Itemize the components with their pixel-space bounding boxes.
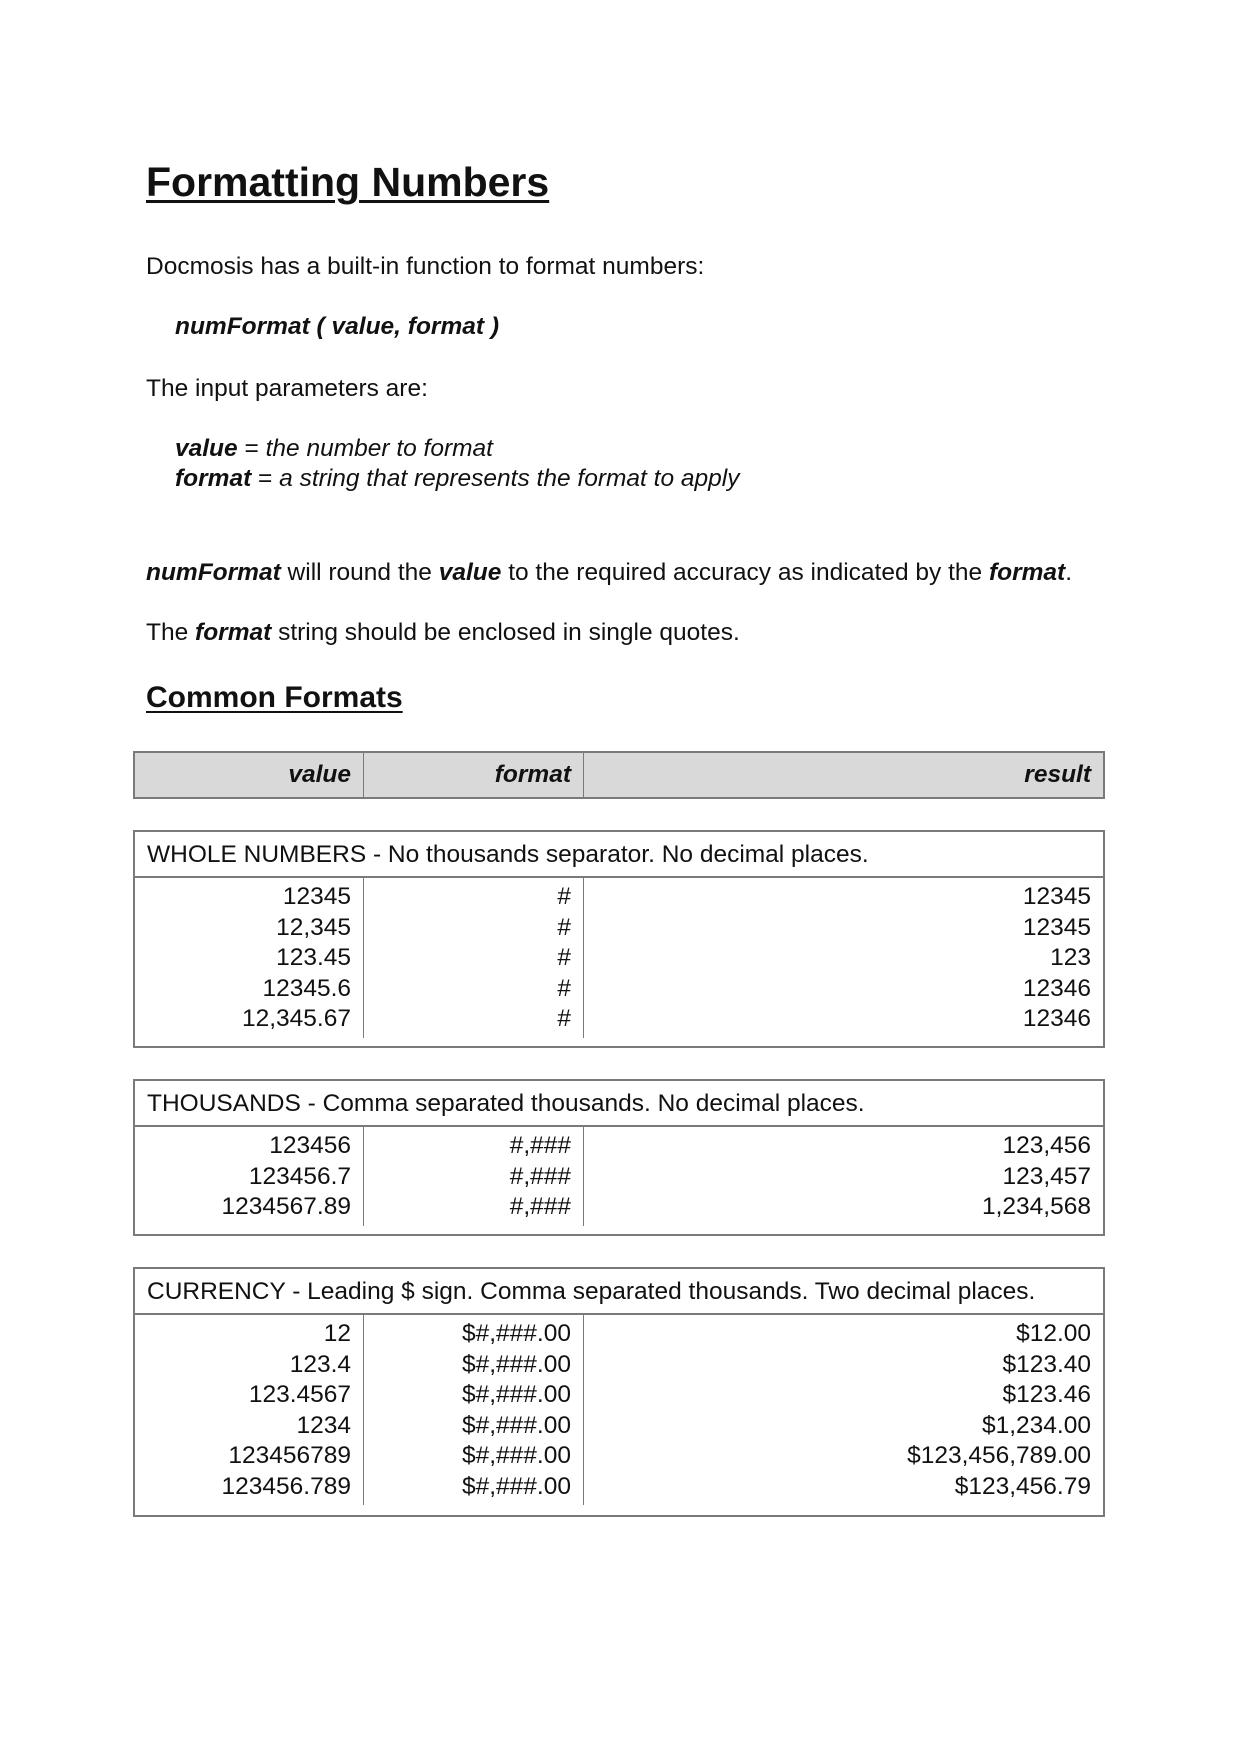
table-cell-value: 1234567.89 bbox=[221, 1193, 351, 1220]
table-cell-result: 123,457 bbox=[1002, 1162, 1091, 1190]
section-body bbox=[135, 1315, 1103, 1505]
table-cell-value: 123456789 bbox=[228, 1442, 351, 1469]
text: The bbox=[146, 619, 196, 646]
table-cell-result: $1,234.00 bbox=[982, 1411, 1091, 1439]
table-cell-value: 123.4 bbox=[289, 1350, 351, 1378]
table-cell-format: $#,###.00 bbox=[462, 1350, 571, 1378]
table-cell-result: 12346 bbox=[1022, 974, 1091, 1002]
table-header bbox=[133, 751, 1105, 799]
value-column bbox=[135, 1127, 364, 1226]
table-cell-value: 12 bbox=[323, 1320, 351, 1347]
header-format: format bbox=[364, 753, 584, 797]
section-heading: Common Formats bbox=[146, 681, 403, 714]
table-cell-value: 123456.789 bbox=[221, 1472, 351, 1500]
table-cell-result: 12346 bbox=[1022, 1005, 1091, 1032]
param-value bbox=[175, 434, 493, 464]
section-currency bbox=[133, 1267, 1105, 1517]
table-cell-format: #,### bbox=[509, 1193, 571, 1220]
table-cell-result: 1,234,568 bbox=[982, 1193, 1091, 1220]
table-cell-result: 12345 bbox=[1022, 913, 1091, 941]
text: . bbox=[1065, 559, 1072, 586]
param-format bbox=[175, 464, 739, 494]
emphasis: format bbox=[195, 619, 272, 646]
section-body bbox=[135, 1127, 1103, 1226]
emphasis: value bbox=[438, 559, 502, 586]
param-name: value bbox=[175, 435, 238, 462]
format-column bbox=[364, 1315, 584, 1505]
format-column bbox=[364, 878, 584, 1038]
table-cell-format: $#,###.00 bbox=[462, 1472, 571, 1500]
table-cell-value: 12,345.67 bbox=[242, 1005, 351, 1032]
result-column bbox=[584, 1315, 1103, 1505]
emphasis: format bbox=[988, 559, 1066, 586]
result-column bbox=[584, 878, 1103, 1038]
format-column bbox=[364, 1127, 584, 1226]
text: to the required accuracy as indicated by the bbox=[501, 559, 989, 586]
quotes-note bbox=[146, 618, 740, 648]
table-cell-format: $#,###.00 bbox=[462, 1381, 571, 1408]
table-cell-result: $12.00 bbox=[1016, 1320, 1091, 1347]
table-cell-format: # bbox=[557, 974, 571, 1002]
table-cell-value: 123.4567 bbox=[248, 1381, 351, 1408]
table-cell-result: 12345 bbox=[1022, 883, 1091, 910]
header-value: value bbox=[135, 753, 364, 797]
text: will round the bbox=[280, 559, 439, 586]
table-cell-value: 12,345 bbox=[276, 913, 351, 941]
table-cell-value: 123456 bbox=[269, 1132, 351, 1159]
section-title: CURRENCY - Leading $ sign. Comma separated thousands. Two decimal places. bbox=[135, 1269, 1103, 1315]
param-separator: = bbox=[237, 435, 266, 462]
text: string should be enclosed in single quotes. bbox=[271, 619, 740, 646]
table-cell-format: #,### bbox=[509, 1162, 571, 1190]
table-cell-value: 12345.6 bbox=[262, 974, 351, 1002]
emphasis: numFormat bbox=[146, 559, 281, 586]
table-cell-value: 123.45 bbox=[276, 944, 351, 971]
section-body bbox=[135, 878, 1103, 1038]
table-cell-format: # bbox=[557, 1005, 571, 1032]
table-cell-result: $123,456,789.00 bbox=[907, 1442, 1091, 1469]
result-column bbox=[584, 1127, 1103, 1226]
section-whole-numbers bbox=[133, 830, 1105, 1048]
value-column bbox=[135, 1315, 364, 1505]
table-cell-value: 12345 bbox=[282, 883, 351, 910]
table-cell-format: $#,###.00 bbox=[462, 1320, 571, 1347]
section-title: THOUSANDS - Comma separated thousands. No decimal places. bbox=[135, 1081, 1103, 1127]
table-cell-value: 1234 bbox=[296, 1411, 351, 1439]
table-cell-format: # bbox=[557, 913, 571, 941]
function-signature: numFormat ( value, format ) bbox=[175, 313, 499, 340]
param-description: a string that represents the format to apply bbox=[279, 465, 740, 492]
table-cell-format: # bbox=[557, 944, 571, 971]
table-cell-format: $#,###.00 bbox=[462, 1411, 571, 1439]
table-cell-result: $123,456.79 bbox=[954, 1472, 1091, 1500]
table-cell-result: $123.40 bbox=[1002, 1350, 1091, 1378]
table-cell-format: $#,###.00 bbox=[462, 1442, 571, 1469]
section-thousands bbox=[133, 1079, 1105, 1236]
header-result: result bbox=[1024, 761, 1091, 788]
param-description: the number to format bbox=[265, 435, 493, 462]
page-title: Formatting Numbers bbox=[146, 159, 550, 205]
table-cell-result: 123 bbox=[1050, 944, 1091, 971]
table-cell-value: 123456.7 bbox=[248, 1162, 351, 1190]
params-intro: The input parameters are: bbox=[146, 375, 428, 402]
table-cell-result: 123,456 bbox=[1002, 1132, 1091, 1159]
intro-paragraph: Docmosis has a built-in function to format numbers: bbox=[146, 253, 705, 280]
param-name: format bbox=[175, 465, 252, 492]
param-separator: = bbox=[251, 465, 280, 492]
table-cell-format: #,### bbox=[509, 1132, 571, 1159]
value-column bbox=[135, 878, 364, 1038]
table-cell-result: $123.46 bbox=[1002, 1381, 1091, 1408]
section-title: WHOLE NUMBERS - No thousands separator. No decimal places. bbox=[135, 832, 1103, 878]
rounding-note bbox=[146, 558, 1072, 588]
table-cell-format: # bbox=[557, 883, 571, 910]
